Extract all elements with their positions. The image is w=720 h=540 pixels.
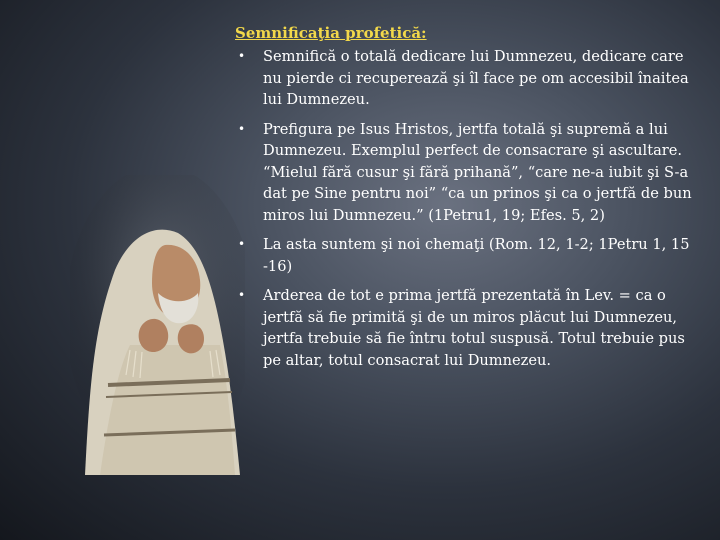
- slide-heading: Semnificaţia profetică:: [235, 24, 427, 42]
- bullet-marker: •: [238, 288, 246, 302]
- bullet-item: [235, 119, 700, 227]
- bullet-item: [235, 46, 700, 111]
- bullet-text: La asta suntem şi noi chemaţi (Rom. 12, 1-2; 1Petru 1, 15 -16): [263, 236, 690, 275]
- bullet-list: [235, 46, 700, 371]
- bullet-marker: •: [238, 121, 246, 136]
- bullet-text: Semnifică o totală dedicare lui Dumnezeu, dedicare care nu pierde ci recuperează şi îl face pe om accesibil înaitea lui Dumnezeu.: [263, 48, 689, 108]
- bullet-marker: •: [238, 49, 246, 63]
- bullet-text: Arderea de tot e prima jertfă prezentată în Lev. = ca o jertfă să fie primită şi de un miros plăcut lui Dumnezeu, jertfa trebuie să fie întru totul suspusă. Totul trebuie pus pe altar, totul consacrat lui Dumnezeu.: [263, 287, 685, 369]
- bullet-marker: •: [238, 237, 246, 251]
- bullet-item: [235, 285, 700, 371]
- praying-figure-illustration: [70, 175, 245, 475]
- bullet-item: [235, 234, 700, 277]
- bullet-text: Prefigura pe Isus Hristos, jertfa totală şi supremă a lui Dumnezeu. Exemplul perfect de consacrare şi ascultare. “Mielul fără cusur şi fără prihană”, “care ne-a iubit şi S-a dat pe Sine pentru noi” “ca un prinos şi ca o jertfă de bun miros lui Dumnezeu.” (1Petru1, 19; Efes. 5, 2): [263, 120, 692, 224]
- slide-content: [235, 22, 700, 379]
